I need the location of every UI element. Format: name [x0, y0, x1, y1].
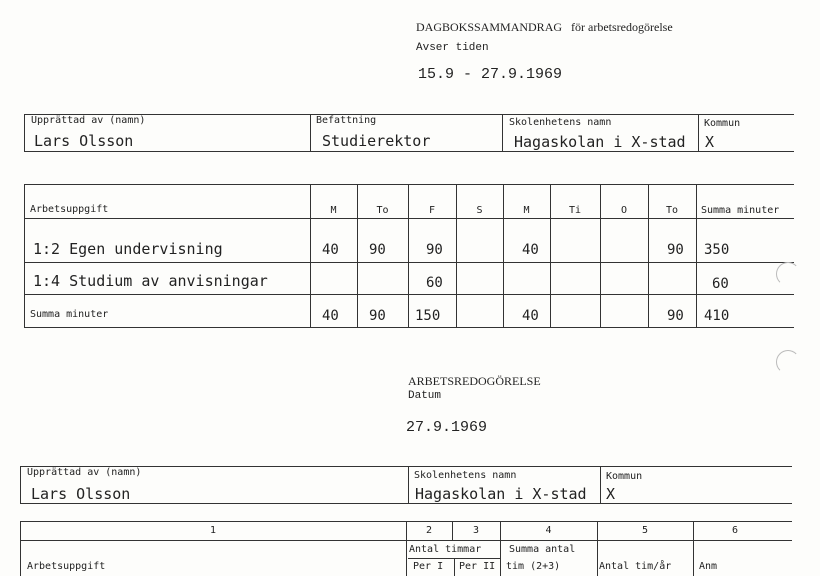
- prepared-by-label: Upprättad av (namn): [31, 115, 146, 126]
- total-cell: 90: [667, 308, 684, 324]
- per1-header: Per I: [413, 561, 444, 572]
- task-header: Arbetsuppgift: [27, 561, 106, 572]
- municipality-label: Kommun: [606, 471, 643, 482]
- school-label: Skolenhetens namn: [509, 117, 612, 128]
- total-cell: 90: [369, 308, 386, 324]
- position-label: Befattning: [316, 115, 377, 126]
- task-cell: 1:4 Studium av anvisningar: [33, 272, 268, 290]
- sum-header-line2: tim (2+3): [506, 561, 561, 572]
- report-date-label: Datum: [408, 390, 442, 402]
- total-cell: 40: [522, 308, 539, 324]
- per-year-header: Antal tim/år: [599, 561, 672, 572]
- prepared-by-value: Lars Olsson: [34, 132, 134, 150]
- value-cell: 40: [322, 242, 339, 258]
- diary-header-day: S: [476, 205, 483, 216]
- diary-header-day: To: [376, 205, 389, 216]
- total-label: Summa minuter: [30, 309, 109, 320]
- total-cell: 150: [415, 308, 441, 324]
- value-cell: 60: [426, 275, 443, 291]
- diary-header-day: M: [330, 205, 337, 216]
- diary-header-day: F: [428, 205, 436, 216]
- document-title-main: DAGBOKSSAMMANDRAG: [416, 20, 563, 34]
- value-cell: 90: [426, 242, 443, 258]
- diary-header-day: O: [620, 205, 628, 216]
- value-cell: 40: [522, 242, 539, 258]
- document-title: [416, 20, 673, 35]
- school-value: Hagaskolan i X-stad: [415, 485, 587, 503]
- binder-hole-icon: [776, 262, 800, 286]
- period-value: 15.9 - 27.9.1969: [418, 66, 563, 83]
- municipality-label: Kommun: [704, 118, 741, 129]
- prepared-by-label: Upprättad av (namn): [27, 467, 142, 478]
- value-cell: 90: [369, 242, 386, 258]
- hours-header: Antal timmar: [409, 544, 482, 555]
- report-date-value: 27.9.1969: [406, 419, 488, 436]
- position-value: Studierektor: [322, 132, 431, 150]
- col-number: 5: [641, 525, 649, 536]
- col-number: 2: [425, 525, 433, 536]
- diary-header-task: Arbetsuppgift: [30, 204, 109, 215]
- period-label: Avser tiden: [416, 42, 489, 54]
- diary-header-day: M: [523, 205, 530, 216]
- note-header: Anm: [699, 561, 718, 572]
- col-number: 3: [472, 525, 480, 536]
- value-cell: 90: [667, 242, 684, 258]
- col-number: 4: [545, 525, 552, 536]
- total-sum-cell: 410: [704, 308, 730, 324]
- document-title-suffix: för arbetsredogörelse: [571, 20, 673, 34]
- prepared-by-value: Lars Olsson: [31, 485, 131, 503]
- diary-header-day: Ti: [568, 205, 582, 216]
- diary-header-sum: Summa minuter: [701, 205, 780, 216]
- sum-header-line1: Summa antal: [509, 544, 576, 555]
- binder-hole-icon: [776, 350, 800, 374]
- school-value: Hagaskolan i X-stad: [514, 133, 686, 151]
- school-label: Skolenhetens namn: [414, 470, 517, 481]
- sum-cell: 60: [712, 276, 729, 292]
- report-title: ARBETSREDOGÖRELSE: [408, 374, 541, 388]
- diary-header-day: To: [665, 205, 679, 216]
- col-number: 1: [209, 525, 217, 536]
- municipality-value: X: [606, 485, 616, 503]
- task-cell: 1:2 Egen undervisning: [33, 240, 223, 258]
- municipality-value: X: [705, 133, 715, 151]
- per2-header: Per II: [459, 561, 496, 572]
- col-number: 6: [731, 525, 739, 536]
- total-cell: 40: [322, 308, 339, 324]
- sum-cell: 350: [704, 242, 730, 258]
